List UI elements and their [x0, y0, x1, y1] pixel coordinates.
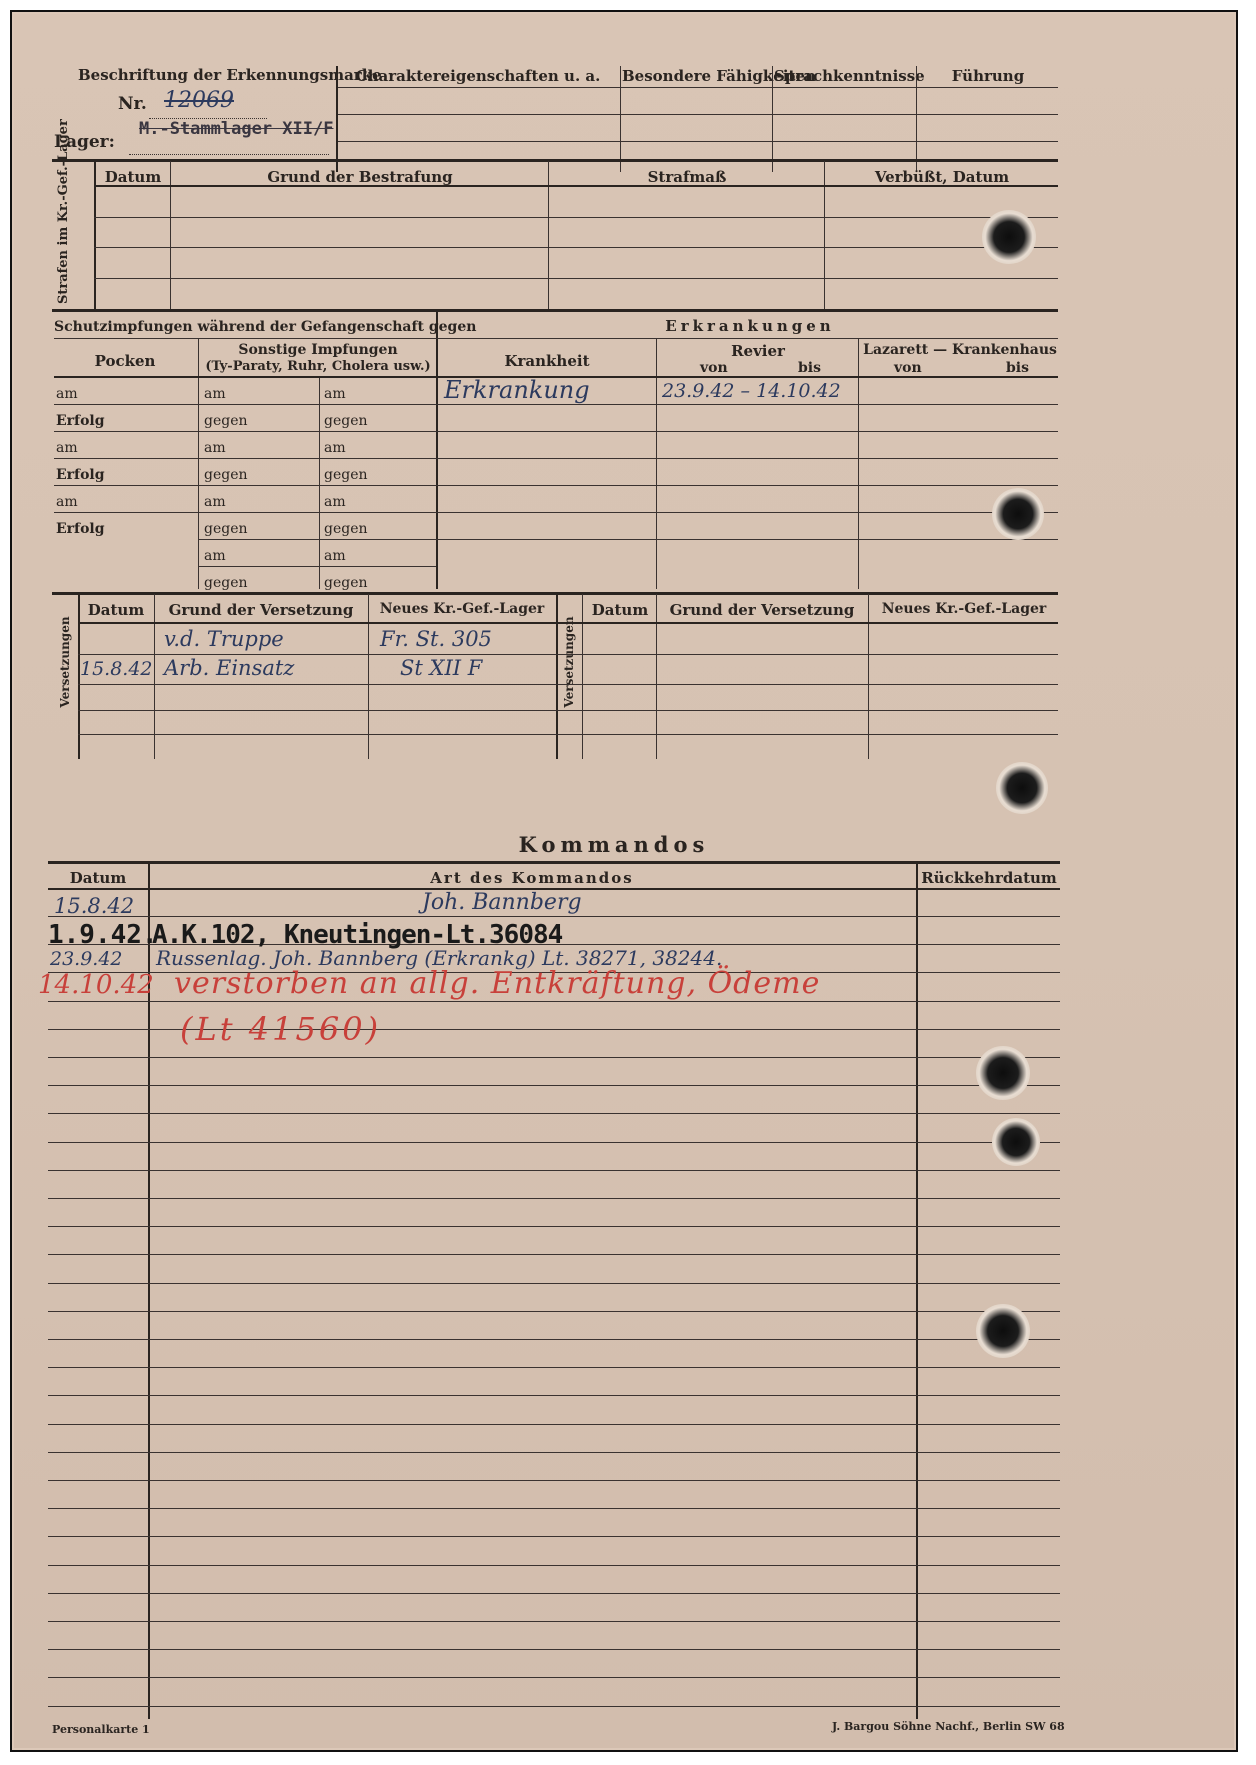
kommando-datum: 23.9.42 — [50, 948, 123, 970]
pocken-row: Erfolg — [56, 521, 105, 537]
kommandos-rueckkehr-header: Rückkehrdatum — [921, 869, 1057, 887]
kommando-datum: 15.8.42 — [54, 894, 135, 918]
krankheit-header: Krankheit — [504, 352, 590, 370]
kommando-datum: 1.9.42. — [48, 920, 158, 950]
kommando-rule-line — [48, 1198, 1060, 1199]
kommando-rule-line — [48, 1480, 1060, 1481]
kommandos-datum-header: Datum — [69, 869, 127, 887]
sonstige-row: gegen — [204, 575, 248, 591]
strafen-top-line — [52, 159, 1058, 162]
col-line — [620, 66, 621, 172]
col-line — [916, 66, 917, 172]
kommando-rule-line — [48, 1706, 1060, 1707]
kommando-datum-red: 14.10.42 — [38, 970, 154, 1000]
kommando-art: Joh. Bannberg — [422, 890, 582, 915]
sonstige-row: gegen — [324, 467, 368, 483]
pocken-row: am — [56, 386, 78, 402]
sonstige-row: am — [324, 440, 346, 456]
tag-heading: Beschriftung der Erkennungsmarke — [78, 66, 382, 84]
kommando-rule-line — [48, 1170, 1060, 1171]
erkrankungen-heading: Erkrankungen — [665, 317, 835, 335]
strafen-side-label: Strafen im Kr.-Gef.-Lager — [56, 119, 71, 304]
punch-hole — [976, 1304, 1030, 1358]
strafen-verbuesst-header: Verbüßt, Datum — [874, 168, 1010, 186]
col-line — [548, 161, 549, 309]
kommandos-title: Kommandos — [518, 832, 710, 857]
sonstige-row: gegen — [204, 467, 248, 483]
versetz-entry-datum: 15.8.42 — [80, 658, 153, 680]
sonstige-row: gegen — [324, 575, 368, 591]
strafen-datum-header: Datum — [104, 168, 162, 186]
strafen-grund-header: Grund der Bestrafung — [267, 168, 453, 186]
pocken-row: Erfolg — [56, 467, 105, 483]
versetz-lager-header-2: Neues Kr.-Gef.-Lager — [881, 601, 1047, 617]
kommando-rule-line — [48, 1677, 1060, 1678]
pocken-header: Pocken — [94, 352, 156, 370]
sonstige-row: gegen — [324, 413, 368, 429]
punch-hole — [982, 210, 1036, 264]
kommando-rule-line — [48, 916, 1060, 917]
kommando-rule-line — [48, 1649, 1060, 1650]
impf-top-line — [52, 309, 1058, 312]
kommandos-art-header: Art des Kommandos — [430, 869, 634, 887]
versetz-entry-lager: St XII F — [400, 656, 483, 680]
kommando-rule-line — [48, 1001, 1060, 1002]
row-line — [54, 458, 1058, 459]
faehigkeiten-header: Besondere Fähigkeiten — [622, 67, 816, 85]
kommando-rule-line — [48, 1113, 1060, 1114]
lazarett-bis: bis — [1006, 360, 1029, 376]
punch-hole — [976, 1046, 1030, 1100]
tag-divider — [336, 66, 338, 172]
row-line — [338, 87, 1058, 88]
lager-label: Lager: — [54, 132, 115, 152]
sprachen-header: Sprachkenntnisse — [774, 67, 925, 85]
row-line — [198, 539, 1058, 540]
row-line — [54, 404, 1058, 405]
sonstige-row: am — [324, 386, 346, 402]
nr-label: Nr. — [118, 94, 147, 114]
kommando-rule-line — [48, 1424, 1060, 1425]
lazarett-von: von — [894, 360, 922, 376]
sonstige-row: am — [324, 494, 346, 510]
row-line — [78, 710, 1058, 711]
row-line — [54, 338, 1058, 339]
pocken-row: Erfolg — [56, 413, 105, 429]
kommando-rule-line — [48, 1508, 1060, 1509]
footer-printer: J. Bargou Söhne Nachf., Berlin SW 68 — [832, 1720, 1065, 1733]
punch-hole — [992, 488, 1044, 540]
sonstige-header: Sonstige Impfungen — [238, 342, 398, 358]
row-line — [338, 114, 1058, 115]
col-line — [824, 161, 825, 309]
versetz-datum-header-2: Datum — [591, 601, 649, 619]
sonstige-row: gegen — [204, 521, 248, 537]
row-line — [54, 512, 1058, 513]
versetz-grund-header-2: Grund der Versetzung — [669, 601, 855, 619]
row-line — [54, 431, 1058, 432]
versetz-side-label-left: Versetzungen — [58, 616, 72, 708]
row-line — [94, 278, 1058, 279]
strafen-strafmass-header: Strafmaß — [647, 168, 727, 186]
impf-heading: Schutzimpfungen während der Gefangenschaft gegen — [54, 319, 477, 335]
versetz-entry-lager: Fr. St. 305 — [380, 627, 492, 651]
sonstige-row: gegen — [324, 521, 368, 537]
versetz-datum-header: Datum — [87, 601, 145, 619]
versetz-side-label-right: Versetzungen — [562, 616, 576, 708]
row-line — [78, 654, 1058, 655]
kommando-art-red: (Lt 41560) — [180, 1010, 382, 1048]
kommando-rule-line — [48, 1283, 1060, 1284]
col-line — [319, 376, 320, 589]
revier-header: Revier — [731, 342, 785, 360]
row-line — [54, 485, 1058, 486]
personalkarte-page — [14, 14, 1234, 1748]
sonstige-row: am — [204, 440, 226, 456]
kommandos-top-line — [48, 861, 1060, 864]
kommando-rule-line — [48, 1536, 1060, 1537]
kommando-rule-line — [48, 1593, 1060, 1594]
col-line — [916, 863, 918, 1719]
sonstige-row: am — [204, 494, 226, 510]
kommando-rule-line — [48, 1254, 1060, 1255]
row-line — [94, 185, 1058, 187]
versetz-top-line — [52, 592, 1058, 595]
versetz-entry-grund: Arb. Einsatz — [164, 656, 295, 680]
footer-form-name: Personalkarte 1 — [52, 1723, 150, 1736]
sonstige-subheader: (Ty-Paraty, Ruhr, Cholera usw.) — [205, 359, 431, 374]
charakter-header: Charaktereigenschaften u. a. — [355, 67, 601, 85]
lazarett-header: Lazarett — Krankenhaus — [863, 342, 1057, 358]
versetz-entry-grund: v.d. Truppe — [164, 627, 284, 651]
nr-value: 12069 — [164, 88, 234, 113]
lager-stamp: M.-Stammlager XII/F — [139, 119, 334, 139]
row-line — [338, 141, 1058, 142]
versetz-grund-header: Grund der Versetzung — [168, 601, 354, 619]
pocken-row: am — [56, 494, 78, 510]
kommando-rule-line — [48, 1367, 1060, 1368]
kommando-rule-line — [48, 1339, 1060, 1340]
kommando-art-red: verstorben an allg. Entkräftung, Ödeme — [174, 966, 821, 1001]
revier-bis: bis — [798, 360, 821, 376]
row-line — [94, 247, 1058, 248]
row-line — [78, 622, 1058, 624]
col-line — [772, 66, 773, 172]
kommando-rule-line — [48, 1311, 1060, 1312]
erkrankung-entry: Erkrankung — [444, 376, 590, 404]
kommando-rule-line — [48, 1452, 1060, 1453]
sonstige-row: am — [204, 548, 226, 564]
punch-hole — [996, 762, 1048, 814]
kommando-rule-line — [48, 1226, 1060, 1227]
document-frame — [10, 10, 1238, 1752]
row-line — [78, 684, 1058, 685]
sonstige-row: gegen — [204, 413, 248, 429]
kommando-rule-line — [48, 1057, 1060, 1058]
punch-hole — [992, 1118, 1040, 1166]
kommando-rule-line — [48, 1142, 1060, 1143]
row-line — [78, 734, 1058, 735]
kommando-art: A.K.102, Kneutingen-Lt.36084 — [152, 920, 563, 950]
fuehrung-header: Führung — [951, 67, 1025, 85]
sonstige-row: am — [324, 548, 346, 564]
col-line — [170, 161, 171, 309]
row-line — [94, 217, 1058, 218]
row-line — [198, 566, 436, 567]
pocken-row: am — [56, 440, 78, 456]
versetz-lager-header: Neues Kr.-Gef.-Lager — [379, 601, 545, 617]
lager-dotted-line — [129, 154, 329, 155]
kommando-rule-line — [48, 1085, 1060, 1086]
kommando-art: Russenlag. Joh. Bannberg (Erkrankg) Lt. 38271, 38244. — [156, 946, 723, 970]
kommando-rule-line — [48, 1565, 1060, 1566]
revier-entry: 23.9.42 – 14.10.42 — [662, 380, 841, 402]
revier-von: von — [700, 360, 728, 376]
kommando-rule-line — [48, 1395, 1060, 1396]
kommando-rule-line — [48, 1621, 1060, 1622]
sonstige-row: am — [204, 386, 226, 402]
